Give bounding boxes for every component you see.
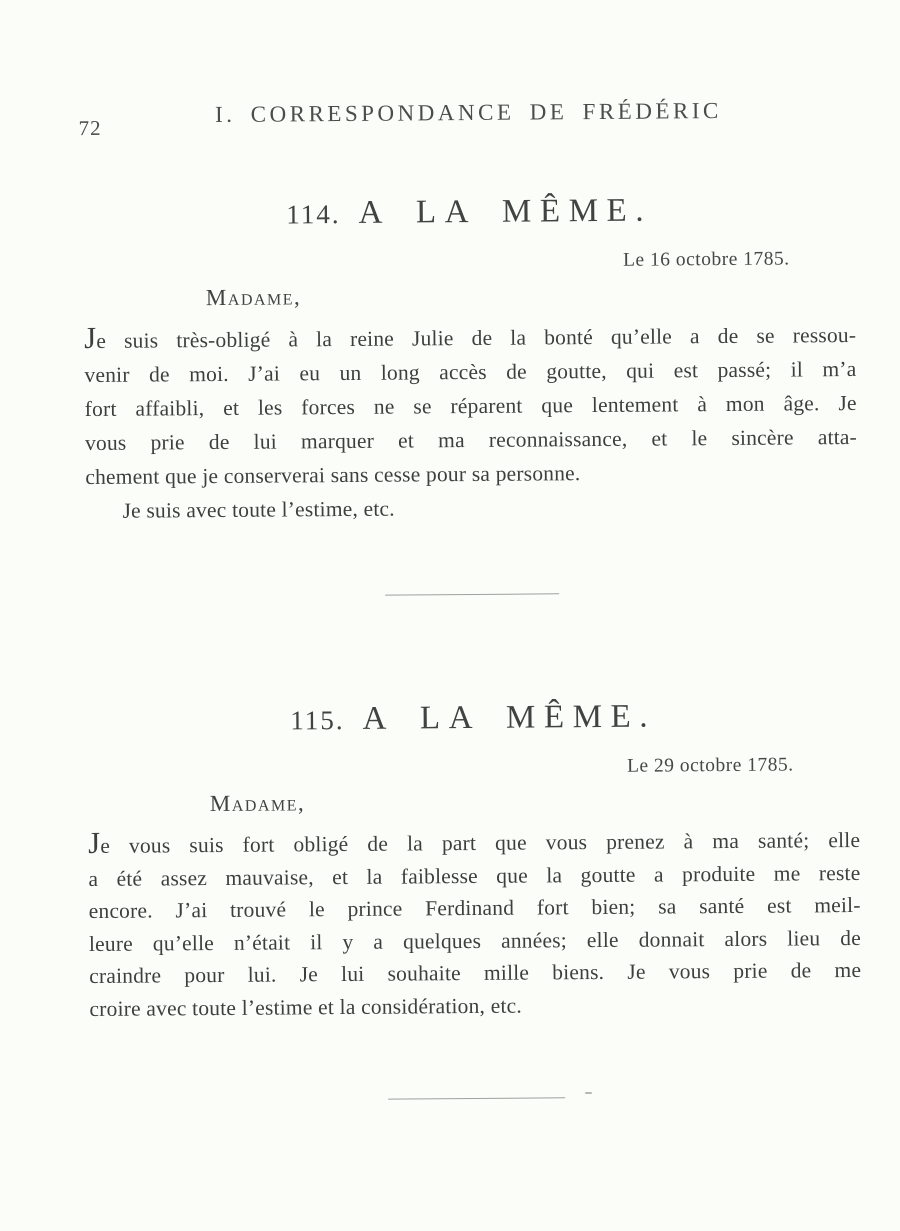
- running-header-title: I. CORRESPONDANCE DE FRÉDÉRIC: [214, 98, 722, 127]
- letter-114: [83, 189, 858, 528]
- body-line: chement que je conserverai sans cesse pour sa personne.: [85, 461, 581, 490]
- body-line: vous prie de lui marquer et ma reconnaissance, et le sincère atta-: [84, 424, 858, 456]
- body-line: fort affaibli, et les forces ne se réparent que lentement à mon âge. Je: [84, 390, 857, 422]
- letter-115-body: [88, 824, 862, 1025]
- letter-114-body: [84, 318, 857, 494]
- page-content: [78, 0, 863, 1102]
- running-header: [78, 97, 854, 141]
- letter-115: [87, 695, 862, 1025]
- letter-114-heading: [83, 189, 855, 236]
- body-line: encore. J’ai trouvé le prince Ferdinand fort bien; sa santé est meil-: [88, 892, 861, 924]
- body-line: craindre pour lui. Je lui souhaite mille biens. Je vous prie de me: [89, 957, 862, 989]
- letter-115-title: A LA MÊME.: [362, 698, 657, 737]
- letter-115-salutation: Madame,: [209, 790, 306, 817]
- body-line: a été assez mauvaise, et la faiblesse que la goutte a produite me reste: [88, 860, 861, 891]
- letter-115-date: Le 29 octobre 1785.: [626, 754, 794, 777]
- scan-artifact-speck: [585, 1092, 592, 1094]
- letter-114-closing: Je suis avec toute l’estime, etc.: [122, 496, 395, 523]
- letter-114-salutation: Madame,: [205, 284, 302, 311]
- body-line: leure qu’elle n’était il y a quelques années; elle donnait alors lieu de: [88, 925, 862, 956]
- section-divider: [385, 593, 559, 595]
- letter-115-heading: [87, 695, 859, 742]
- body-line: Je vous suis fort obligé de la part que vous prenez à ma santé; elle: [88, 825, 861, 861]
- letter-115-number: 115.: [290, 705, 345, 736]
- body-line: croire avec toute l’estime et la considération, etc.: [89, 993, 522, 1021]
- section-divider: [388, 1097, 565, 1099]
- letter-114-date: Le 16 octobre 1785.: [622, 248, 790, 271]
- body-line: Je suis très-obligé à la reine Julie de la bonté qu’elle a de se ressou-: [84, 320, 857, 356]
- page-number: 72: [78, 115, 102, 141]
- body-line: venir de moi. J’ai eu un long accès de goutte, qui est passé; il m’a: [84, 356, 857, 388]
- letter-114-title: A LA MÊME.: [358, 192, 653, 231]
- letter-114-number: 114.: [286, 199, 341, 230]
